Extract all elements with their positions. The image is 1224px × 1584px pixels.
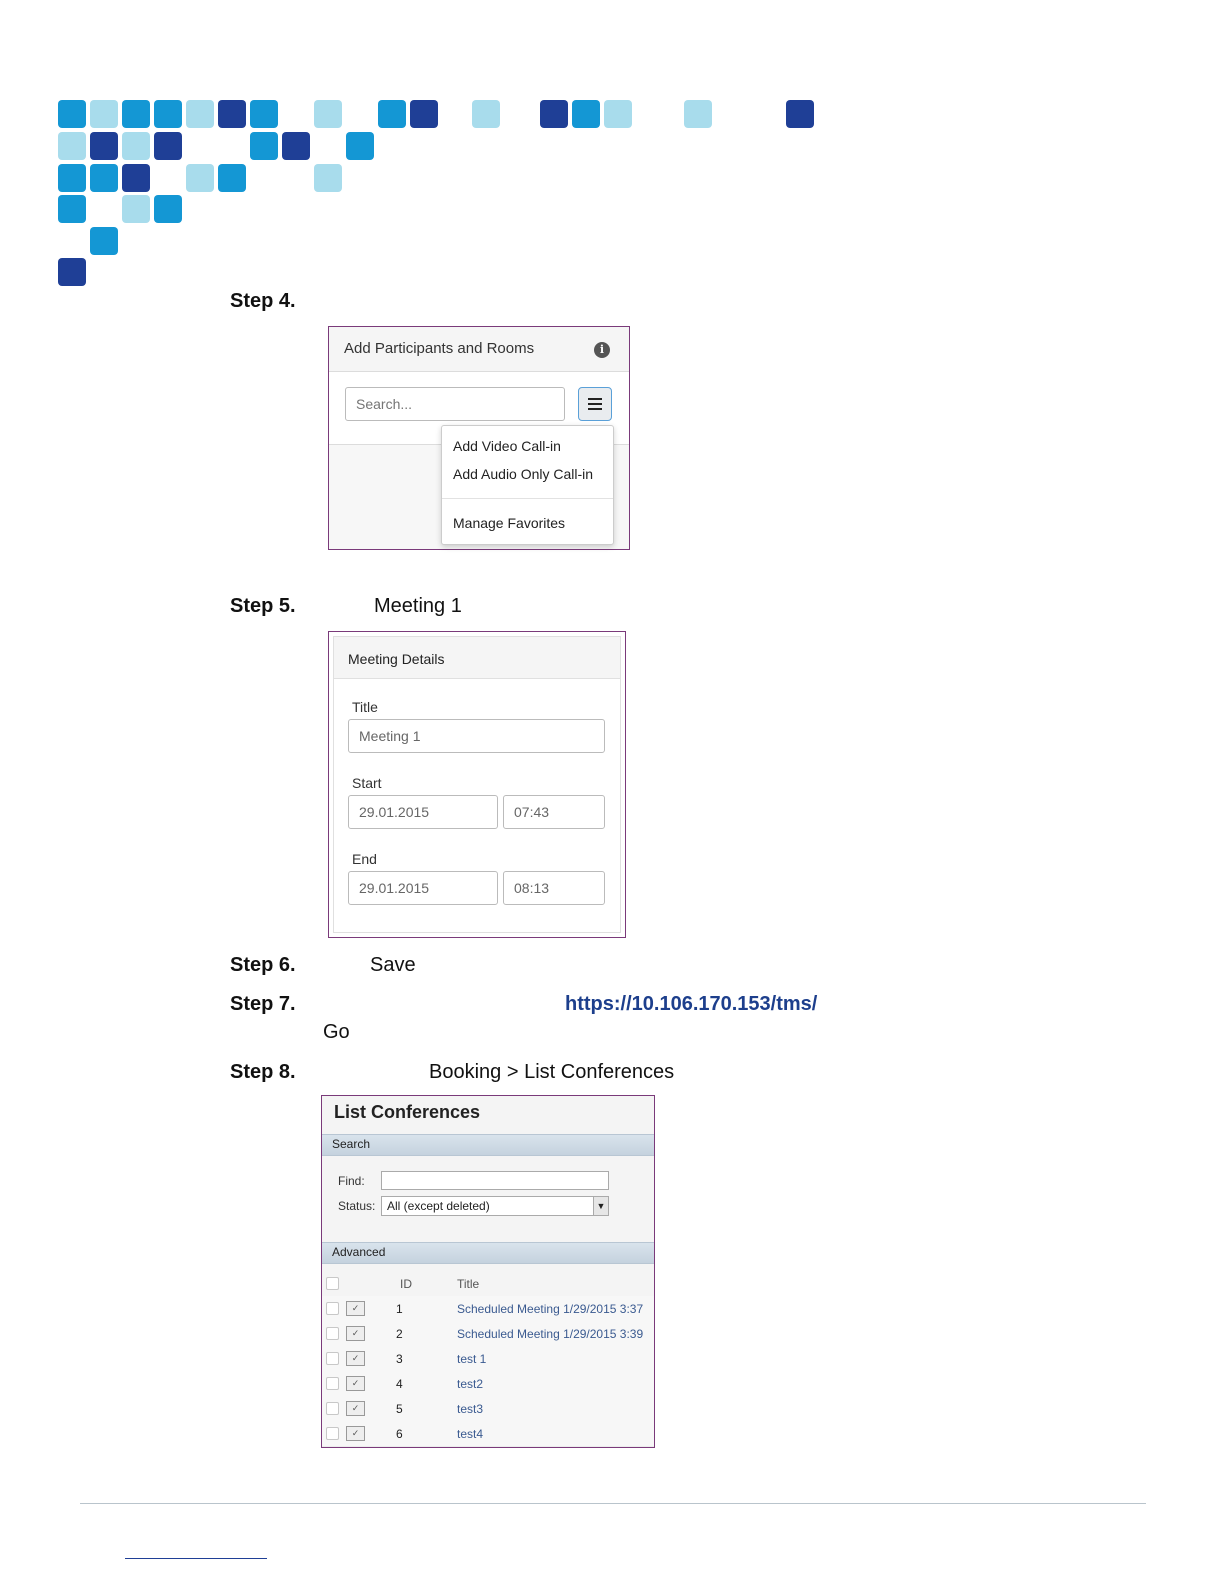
row-id: 3: [396, 1352, 403, 1366]
panel-header: [329, 327, 629, 372]
row-id: 4: [396, 1377, 403, 1391]
end-date-input[interactable]: 29.01.2015: [348, 871, 498, 905]
menu-item-add-audio-call-in[interactable]: Add Audio Only Call-in: [453, 466, 594, 482]
table-row[interactable]: [322, 1321, 654, 1347]
status-label: Status:: [338, 1199, 376, 1213]
logo-square: [122, 132, 150, 160]
select-all-checkbox[interactable]: [326, 1277, 339, 1290]
edit-icon[interactable]: ✓: [346, 1376, 365, 1391]
menu-divider: [442, 498, 613, 499]
edit-icon[interactable]: ✓: [346, 1426, 365, 1441]
start-label: Start: [352, 775, 382, 791]
column-header-id: ID: [400, 1277, 412, 1291]
logo-square: [154, 195, 182, 223]
title-input[interactable]: Meeting 1: [348, 719, 605, 753]
edit-icon[interactable]: ✓: [346, 1351, 365, 1366]
row-title-link[interactable]: Scheduled Meeting 1/29/2015 3:39: [457, 1327, 644, 1341]
info-icon[interactable]: i: [594, 342, 610, 358]
page-title: List Conferences: [334, 1102, 481, 1122]
search-section-bar[interactable]: [322, 1134, 654, 1156]
step-8-label: Step 8.: [230, 1061, 296, 1083]
logo-square: [250, 100, 278, 128]
logo-square: [90, 164, 118, 192]
search-section-label: Search: [332, 1137, 371, 1151]
logo-square: [58, 195, 86, 223]
logo-square: [186, 164, 214, 192]
step-4-label: Step 4.: [230, 290, 296, 312]
column-header-title: Title: [457, 1277, 480, 1291]
status-select[interactable]: [381, 1196, 609, 1216]
edit-icon[interactable]: ✓: [346, 1401, 365, 1416]
table-row[interactable]: [322, 1396, 654, 1422]
find-input[interactable]: [381, 1171, 609, 1190]
logo-square: [472, 100, 500, 128]
end-label: End: [352, 851, 377, 867]
row-checkbox[interactable]: [326, 1327, 339, 1340]
menu-item-add-video-call-in[interactable]: Add Video Call-in: [453, 438, 561, 454]
logo-square: [346, 132, 374, 160]
logo-square: [58, 164, 86, 192]
step-5-label: Step 5.: [230, 595, 296, 617]
meeting-details-inner: [333, 636, 621, 933]
step-8-text: Booking > List Conferences: [429, 1061, 675, 1083]
logo-square: [604, 100, 632, 128]
logo-square: [58, 258, 86, 286]
logo-square: [684, 100, 712, 128]
logo-square: [90, 100, 118, 128]
hamburger-icon-line: [588, 398, 602, 400]
step-6-label: Step 6.: [230, 954, 296, 976]
logo-square: [58, 100, 86, 128]
table-row[interactable]: [322, 1346, 654, 1372]
menu-item-manage-favorites[interactable]: Manage Favorites: [453, 515, 566, 531]
edit-icon[interactable]: ✓: [346, 1326, 365, 1341]
hamburger-icon-line: [588, 403, 602, 405]
row-title-link[interactable]: Scheduled Meeting 1/29/2015 3:37: [457, 1302, 644, 1316]
logo-square: [282, 132, 310, 160]
table-row[interactable]: [322, 1371, 654, 1397]
logo-square: [154, 100, 182, 128]
tms-url-link[interactable]: https://10.106.170.153/tms/: [565, 993, 818, 1015]
step-5-text: Meeting 1: [374, 595, 462, 617]
logo-square: [314, 100, 342, 128]
table-row[interactable]: [322, 1421, 654, 1447]
advanced-section-label: Advanced: [332, 1245, 386, 1259]
logo-square: [378, 100, 406, 128]
logo-square: [410, 100, 438, 128]
row-title-link[interactable]: test 1: [457, 1352, 487, 1366]
footer-link-underline: [125, 1558, 267, 1559]
row-title-link[interactable]: test3: [457, 1402, 484, 1416]
logo-square: [218, 164, 246, 192]
footer-divider: [80, 1503, 1146, 1504]
logo-square: [540, 100, 568, 128]
logo-square: [786, 100, 814, 128]
logo-square: [218, 100, 246, 128]
advanced-section-bar[interactable]: [322, 1242, 654, 1264]
logo-square: [90, 132, 118, 160]
logo-square: [122, 100, 150, 128]
meeting-details-panel: [328, 631, 626, 938]
step-6-text: Save: [370, 954, 416, 976]
row-checkbox[interactable]: [326, 1402, 339, 1415]
hamburger-icon-line: [588, 408, 602, 410]
row-id: 2: [396, 1327, 403, 1341]
table-row[interactable]: [322, 1296, 654, 1322]
row-title-link[interactable]: test4: [457, 1427, 484, 1441]
panel-header: [334, 637, 620, 679]
row-checkbox[interactable]: [326, 1352, 339, 1365]
logo-square: [122, 195, 150, 223]
row-id: 6: [396, 1427, 403, 1441]
panel-title: Add Participants and Rooms: [344, 340, 535, 357]
edit-icon[interactable]: ✓: [346, 1301, 365, 1316]
dropdown-menu: [441, 425, 614, 545]
logo-square: [90, 227, 118, 255]
menu-button[interactable]: [578, 387, 612, 421]
table-header-row: [322, 1271, 654, 1297]
row-title-link[interactable]: test2: [457, 1377, 484, 1391]
logo-square: [186, 100, 214, 128]
logo-square: [154, 132, 182, 160]
row-id: 1: [396, 1302, 403, 1316]
status-select-value: All (except deleted): [387, 1199, 490, 1213]
row-checkbox[interactable]: [326, 1427, 339, 1440]
start-date-input[interactable]: 29.01.2015: [348, 795, 498, 829]
row-checkbox[interactable]: [326, 1302, 339, 1315]
end-time-input[interactable]: 08:13: [503, 871, 605, 905]
dropdown-arrow-icon: ▼: [593, 1197, 608, 1215]
step-7-go-text: Go: [323, 1021, 350, 1043]
logo-square: [122, 164, 150, 192]
start-time-input[interactable]: 07:43: [503, 795, 605, 829]
logo-square: [58, 132, 86, 160]
panel-title: Meeting Details: [348, 651, 445, 667]
step-7-label: Step 7.: [230, 993, 296, 1015]
row-id: 5: [396, 1402, 403, 1416]
row-checkbox[interactable]: [326, 1377, 339, 1390]
title-label: Title: [352, 699, 378, 715]
add-participants-panel: [328, 326, 630, 550]
logo-square: [572, 100, 600, 128]
find-label: Find:: [338, 1174, 365, 1188]
list-conferences-panel: [321, 1095, 655, 1448]
logo-square: [314, 164, 342, 192]
search-input[interactable]: [345, 387, 565, 421]
logo-square: [250, 132, 278, 160]
